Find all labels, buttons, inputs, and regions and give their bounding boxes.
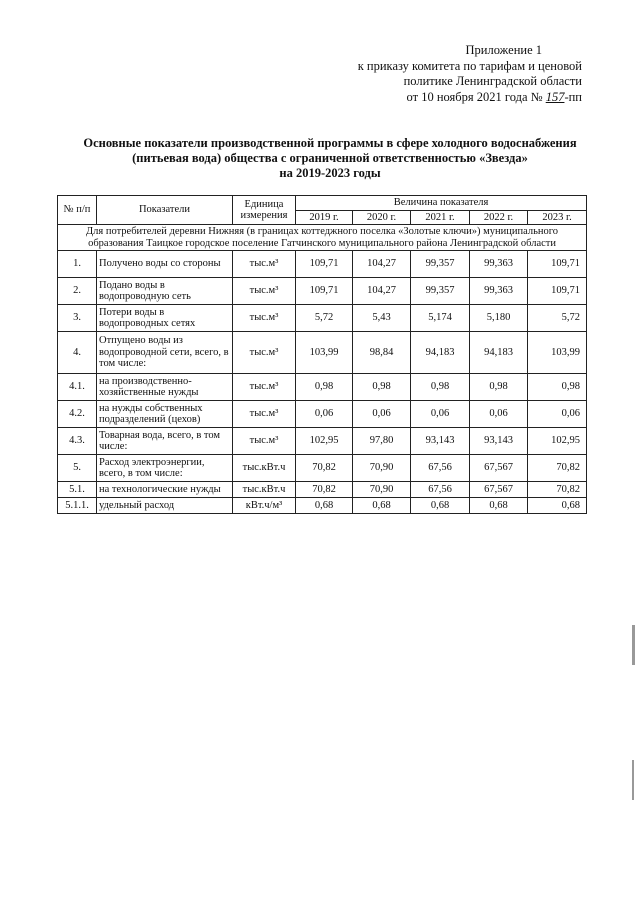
row-value: 99,363 <box>470 251 528 278</box>
table-row <box>58 428 587 455</box>
scan-edge-mark <box>632 760 634 800</box>
header-value: Величина показателя <box>296 196 587 211</box>
row-value: 94,183 <box>411 332 470 374</box>
row-value: 109,71 <box>296 278 353 305</box>
indicators-table <box>57 195 587 514</box>
row-value: 5,174 <box>411 305 470 332</box>
row-value: 0,98 <box>470 374 528 401</box>
row-value: 0,98 <box>296 374 353 401</box>
row-value: 99,357 <box>411 278 470 305</box>
header-unit: Единица измерения <box>233 196 296 225</box>
row-value: 94,183 <box>470 332 528 374</box>
title-line-1: Основные показатели производственной программы в сфере холодного водоснабжения <box>83 136 577 150</box>
order-number: 157 <box>545 89 565 104</box>
row-value: 93,143 <box>470 428 528 455</box>
row-value: 98,84 <box>353 332 411 374</box>
appendix-date: от 10 ноября 2021 года № <box>406 89 543 104</box>
row-value: 104,27 <box>353 251 411 278</box>
table-row <box>58 278 587 305</box>
row-value: 109,71 <box>528 251 587 278</box>
table-row <box>58 332 587 374</box>
row-unit: тыс.м³ <box>233 401 296 428</box>
row-value: 70,82 <box>296 455 353 482</box>
row-value: 67,567 <box>470 482 528 498</box>
row-value: 5,43 <box>353 305 411 332</box>
row-num: 4.3. <box>58 428 97 455</box>
row-unit: кВт.ч/м³ <box>233 498 296 514</box>
row-value: 103,99 <box>528 332 587 374</box>
row-unit: тыс.кВт.ч <box>233 482 296 498</box>
row-unit: тыс.м³ <box>233 332 296 374</box>
row-unit: тыс.м³ <box>233 305 296 332</box>
header-indicator: Показатели <box>97 196 233 225</box>
title-line-3: на 2019-2023 годы <box>279 166 381 180</box>
row-value: 0,68 <box>353 498 411 514</box>
table-row <box>58 305 587 332</box>
row-value: 0,98 <box>528 374 587 401</box>
row-value: 104,27 <box>353 278 411 305</box>
row-num: 4. <box>58 332 97 374</box>
row-value: 0,06 <box>411 401 470 428</box>
header-year: 2020 г. <box>353 210 411 225</box>
row-name: Получено воды со стороны <box>97 251 233 278</box>
row-value: 67,56 <box>411 455 470 482</box>
appendix-date-line <box>302 90 582 106</box>
row-num: 2. <box>58 278 97 305</box>
row-num: 5. <box>58 455 97 482</box>
row-unit: тыс.м³ <box>233 278 296 305</box>
title-line-2: (питьевая вода) общества с ограниченной ответственностью «Звезда» <box>132 151 528 165</box>
header-year: 2021 г. <box>411 210 470 225</box>
row-name: Подано воды в водопроводную сеть <box>97 278 233 305</box>
row-value: 0,68 <box>411 498 470 514</box>
row-value: 0,68 <box>470 498 528 514</box>
document-title <box>60 136 600 181</box>
row-value: 102,95 <box>528 428 587 455</box>
order-suffix: -пп <box>564 89 582 104</box>
row-name: на технологические нужды <box>97 482 233 498</box>
row-num: 1. <box>58 251 97 278</box>
row-name: удельный расход <box>97 498 233 514</box>
row-value: 0,06 <box>470 401 528 428</box>
row-num: 4.2. <box>58 401 97 428</box>
row-name: Отпущено воды из водопроводной сети, всего, в том числе: <box>97 332 233 374</box>
appendix-block <box>302 43 582 105</box>
table-row <box>58 401 587 428</box>
section-row: Для потребителей деревни Нижняя (в границах коттеджного поселка «Золотые ключи») муниципального образования Таицкое городское поселение Гатчинского муниципального района Ленинградской области <box>58 225 587 251</box>
row-value: 70,90 <box>353 482 411 498</box>
row-value: 0,06 <box>296 401 353 428</box>
row-value: 0,06 <box>353 401 411 428</box>
row-value: 70,82 <box>528 455 587 482</box>
row-value: 5,180 <box>470 305 528 332</box>
row-value: 97,80 <box>353 428 411 455</box>
row-value: 70,82 <box>296 482 353 498</box>
row-unit: тыс.м³ <box>233 428 296 455</box>
row-name: на нужды собственных подразделений (цехов) <box>97 401 233 428</box>
row-value: 102,95 <box>296 428 353 455</box>
row-value: 67,56 <box>411 482 470 498</box>
row-name: на производственно-хозяйственные нужды <box>97 374 233 401</box>
header-year: 2022 г. <box>470 210 528 225</box>
table-row <box>58 455 587 482</box>
appendix-order-line: к приказу комитета по тарифам и ценовой <box>357 58 582 73</box>
scan-edge-mark <box>632 625 635 665</box>
row-name: Товарная вода, всего, в том числе: <box>97 428 233 455</box>
row-value: 99,357 <box>411 251 470 278</box>
header-year: 2019 г. <box>296 210 353 225</box>
table-row <box>58 251 587 278</box>
row-value: 99,363 <box>470 278 528 305</box>
row-value: 5,72 <box>296 305 353 332</box>
row-value: 0,98 <box>353 374 411 401</box>
table-row <box>58 374 587 401</box>
row-name: Потери воды в водопроводных сетях <box>97 305 233 332</box>
row-num: 5.1. <box>58 482 97 498</box>
row-value: 109,71 <box>296 251 353 278</box>
row-value: 103,99 <box>296 332 353 374</box>
row-value: 0,68 <box>528 498 587 514</box>
row-value: 70,90 <box>353 455 411 482</box>
row-value: 0,68 <box>296 498 353 514</box>
table-row <box>58 498 587 514</box>
row-unit: тыс.м³ <box>233 374 296 401</box>
row-value: 0,98 <box>411 374 470 401</box>
header-num: № п/п <box>58 196 97 225</box>
row-value: 109,71 <box>528 278 587 305</box>
row-num: 4.1. <box>58 374 97 401</box>
header-year: 2023 г. <box>528 210 587 225</box>
row-value: 67,567 <box>470 455 528 482</box>
row-value: 93,143 <box>411 428 470 455</box>
table-row <box>58 482 587 498</box>
row-num: 3. <box>58 305 97 332</box>
row-unit: тыс.кВт.ч <box>233 455 296 482</box>
appendix-committee-line: политике Ленинградской области <box>403 74 582 88</box>
row-value: 70,82 <box>528 482 587 498</box>
appendix-title: Приложение 1 <box>465 43 542 57</box>
row-name: Расход электроэнергии, всего, в том числе: <box>97 455 233 482</box>
row-unit: тыс.м³ <box>233 251 296 278</box>
row-value: 0,06 <box>528 401 587 428</box>
row-num: 5.1.1. <box>58 498 97 514</box>
row-value: 5,72 <box>528 305 587 332</box>
